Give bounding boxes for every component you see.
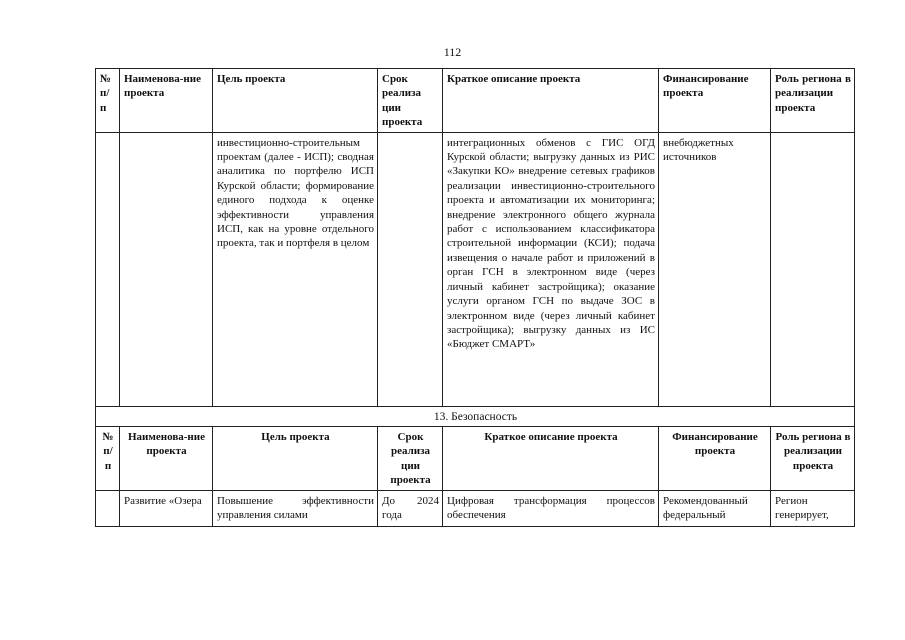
- header-name: Наименова-ние проекта: [120, 69, 213, 133]
- header-desc: Краткое описание проекта: [443, 427, 659, 491]
- cell-num: [96, 490, 120, 526]
- cell-term: [378, 132, 443, 406]
- header-role: Роль региона в реализации проекта: [771, 427, 855, 491]
- header-desc: Краткое описание проекта: [443, 69, 659, 133]
- header-fin: Финансирование проекта: [659, 427, 771, 491]
- header-goal: Цель проекта: [213, 69, 378, 133]
- cell-fin: внебюджетных источников: [659, 132, 771, 406]
- table-header-row: [96, 69, 855, 133]
- cell-goal: инвестиционно-строительным проектам (далее - ИСП); сводная аналитика по портфелю ИСП Курской области; формирование единого подхода к оценке эффективности управления ИСП, как на уровне отдельного проекта, так и портфеля в целом: [213, 132, 378, 406]
- section-title: 13. Безопасность: [96, 406, 855, 426]
- cell-role: Регион генерирует,: [771, 490, 855, 526]
- cell-name: [120, 132, 213, 406]
- header-term: Срок реализа ции проекта: [378, 69, 443, 133]
- header-term: Срок реализа ции проекта: [378, 427, 443, 491]
- cell-role: [771, 132, 855, 406]
- cell-desc: интеграционных обменов с ГИС ОГД Курской области; выгрузку данных из РИС «Закупки КО» внедрение сетевых графиков реализации инвестиционно-строительного проекта и автоматизации их мониторинга; внедрение электронного общего журнала работ с использованием классификатора строительной информации (КСИ); подача извещения о начале работ и приложений в орган ГСН в электронном виде (через личный кабинет застройщика); оказание услуги органом ГСН по выдаче ЗОС в электронном виде (через личный кабинет застройщика); выгрузку данных из ИС «Бюджет СМАРТ»: [443, 132, 659, 406]
- header-goal: Цель проекта: [213, 427, 378, 491]
- header-num: № п/ п: [96, 427, 120, 491]
- cell-term: До 2024 года: [378, 490, 443, 526]
- cell-goal: Повышение эффективности управления силами: [213, 490, 378, 526]
- page-number: 112: [443, 45, 462, 59]
- cell-desc: Цифровая трансформация процессов обеспечения: [443, 490, 659, 526]
- header-num: № п/ п: [96, 69, 120, 133]
- cell-name: Развитие «Озера: [120, 490, 213, 526]
- cell-num: [96, 132, 120, 406]
- header-name: Наименова-ние проекта: [120, 427, 213, 491]
- projects-table: [95, 68, 855, 527]
- table-header-row: [96, 427, 855, 491]
- section-row: [96, 406, 855, 426]
- header-role: Роль региона в реализации проекта: [771, 69, 855, 133]
- cell-fin: Рекомендованный федеральный: [659, 490, 771, 526]
- table-row: [96, 490, 855, 526]
- header-fin: Финансирование проекта: [659, 69, 771, 133]
- table-row: [96, 132, 855, 406]
